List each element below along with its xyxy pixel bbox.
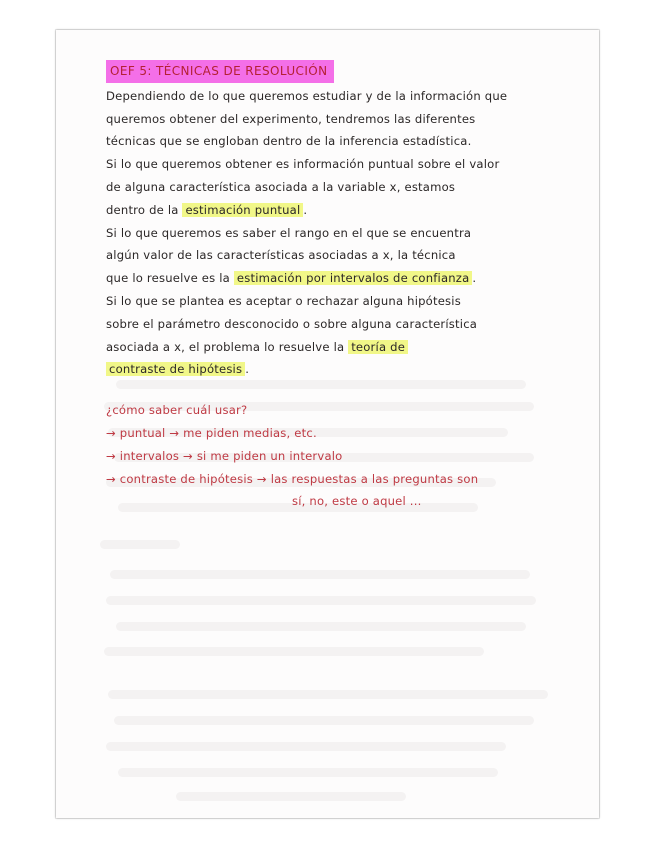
highlight-intervalos: estimación por intervalos de confianza xyxy=(234,271,473,285)
text-line-7: Si lo que queremos es saber el rango en el que se encuentra xyxy=(106,225,472,240)
text-line-9 xyxy=(106,267,576,290)
text-line-6-prefix: dentro de la xyxy=(106,202,183,217)
red-item-contraste: → contraste de hipótesis → las respuestas a las preguntas son xyxy=(106,471,479,486)
note-content xyxy=(106,60,576,513)
spacer xyxy=(106,381,576,399)
text-line-11: sobre el parámetro desconocido o sobre alguna característica xyxy=(106,316,478,331)
text-line-3: técnicas que se engloban dentro de la inferencia estadística. xyxy=(106,134,472,149)
text-line-9-prefix: que lo resuelve es la xyxy=(106,271,234,286)
text-line-2: queremos obtener del experimento, tendremos las diferentes xyxy=(106,111,476,126)
text-line-9-suffix: . xyxy=(472,271,477,286)
red-item-contraste-cont: sí, no, este o aquel ... xyxy=(292,494,422,509)
notebook-page xyxy=(56,30,599,818)
text-line-13 xyxy=(106,358,576,381)
highlight-teoria-de: teoría de xyxy=(348,340,408,354)
text-line-6 xyxy=(106,199,576,222)
text-line-10: Si lo que se plantea es aceptar o rechazar alguna hipótesis xyxy=(106,293,461,308)
title-line xyxy=(106,60,576,85)
red-question: ¿cómo saber cuál usar? xyxy=(106,403,248,418)
red-item-puntual: → puntual → me piden medias, etc. xyxy=(106,425,317,440)
text-line-12 xyxy=(106,336,576,359)
text-line-6-suffix: . xyxy=(303,202,308,217)
section-title: OEF 5: TÉCNICAS DE RESOLUCIÓN xyxy=(106,60,334,83)
text-line-5: de alguna característica asociada a la variable x, estamos xyxy=(106,179,456,194)
text-line-4: Si lo que queremos obtener es información puntual sobre el valor xyxy=(106,157,500,172)
text-line-12-prefix: asociada a x, el problema lo resuelve la xyxy=(106,339,349,354)
red-item-intervalos: → intervalos → si me piden un intervalo xyxy=(106,448,343,463)
highlight-contraste: contraste de hipótesis xyxy=(106,362,245,376)
highlight-estimacion-puntual: estimación puntual xyxy=(182,203,303,217)
text-line-8: algún valor de las características asociadas a x, la técnica xyxy=(106,248,456,263)
text-line-1: Dependiendo de lo que queremos estudiar y de la información que xyxy=(106,88,508,103)
text-line-13-suffix: . xyxy=(245,362,250,377)
